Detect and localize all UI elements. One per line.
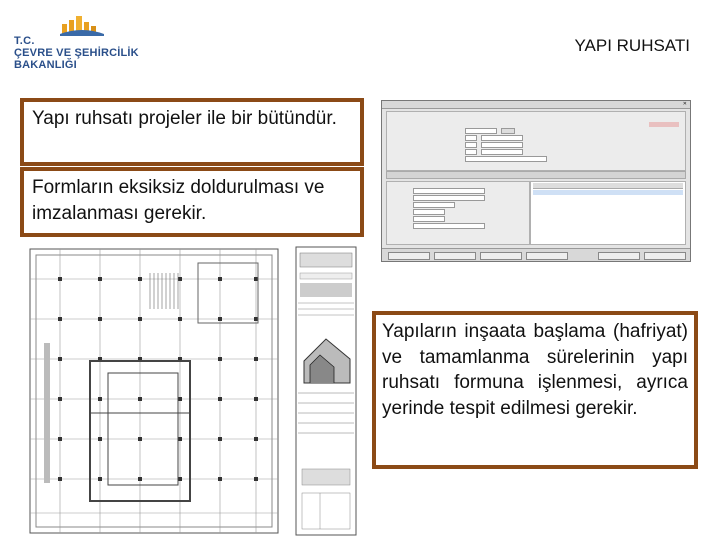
info-box-construction-dates: Yapıların inşaata başlama (hafriyat) ve tamamlanma sürelerinin yapı ruhsatı formuna işlenmesi, ayrıca yerinde tespit edilmesi gerekir. xyxy=(372,311,698,469)
screenshot-button xyxy=(434,252,476,260)
logo-line-3: BAKANLIĞI xyxy=(14,59,77,71)
logo-building-icon xyxy=(60,14,104,36)
logo-line-1: T.C. xyxy=(14,35,35,47)
close-icon: ✕ xyxy=(682,101,687,107)
screenshot-left-panel xyxy=(386,181,530,245)
architectural-plan-drawing xyxy=(20,243,360,539)
page-title: YAPI RUHSATI xyxy=(574,36,690,55)
screenshot-link xyxy=(649,122,679,127)
screenshot-grid-panel xyxy=(530,181,686,245)
info-box-projects: Yapı ruhsatı projeler ile bir bütündür. xyxy=(20,98,364,166)
screenshot-button xyxy=(480,252,522,260)
screenshot-strip xyxy=(386,171,686,179)
screenshot-button xyxy=(644,252,686,260)
ministry-logo xyxy=(8,14,168,70)
screenshot-titlebar xyxy=(382,101,690,109)
screenshot-form-panel xyxy=(386,111,686,171)
screenshot-button xyxy=(388,252,430,260)
screenshot-button xyxy=(526,252,568,260)
screenshot-button-bar xyxy=(382,248,690,261)
info-box-forms: Formların eksiksiz doldurulması ve imzalanması gerekir. xyxy=(20,167,364,237)
logo-line-2: ÇEVRE VE ŞEHİRCİLİK xyxy=(14,47,139,59)
screenshot-button xyxy=(598,252,640,260)
permit-form-screenshot xyxy=(381,100,691,262)
